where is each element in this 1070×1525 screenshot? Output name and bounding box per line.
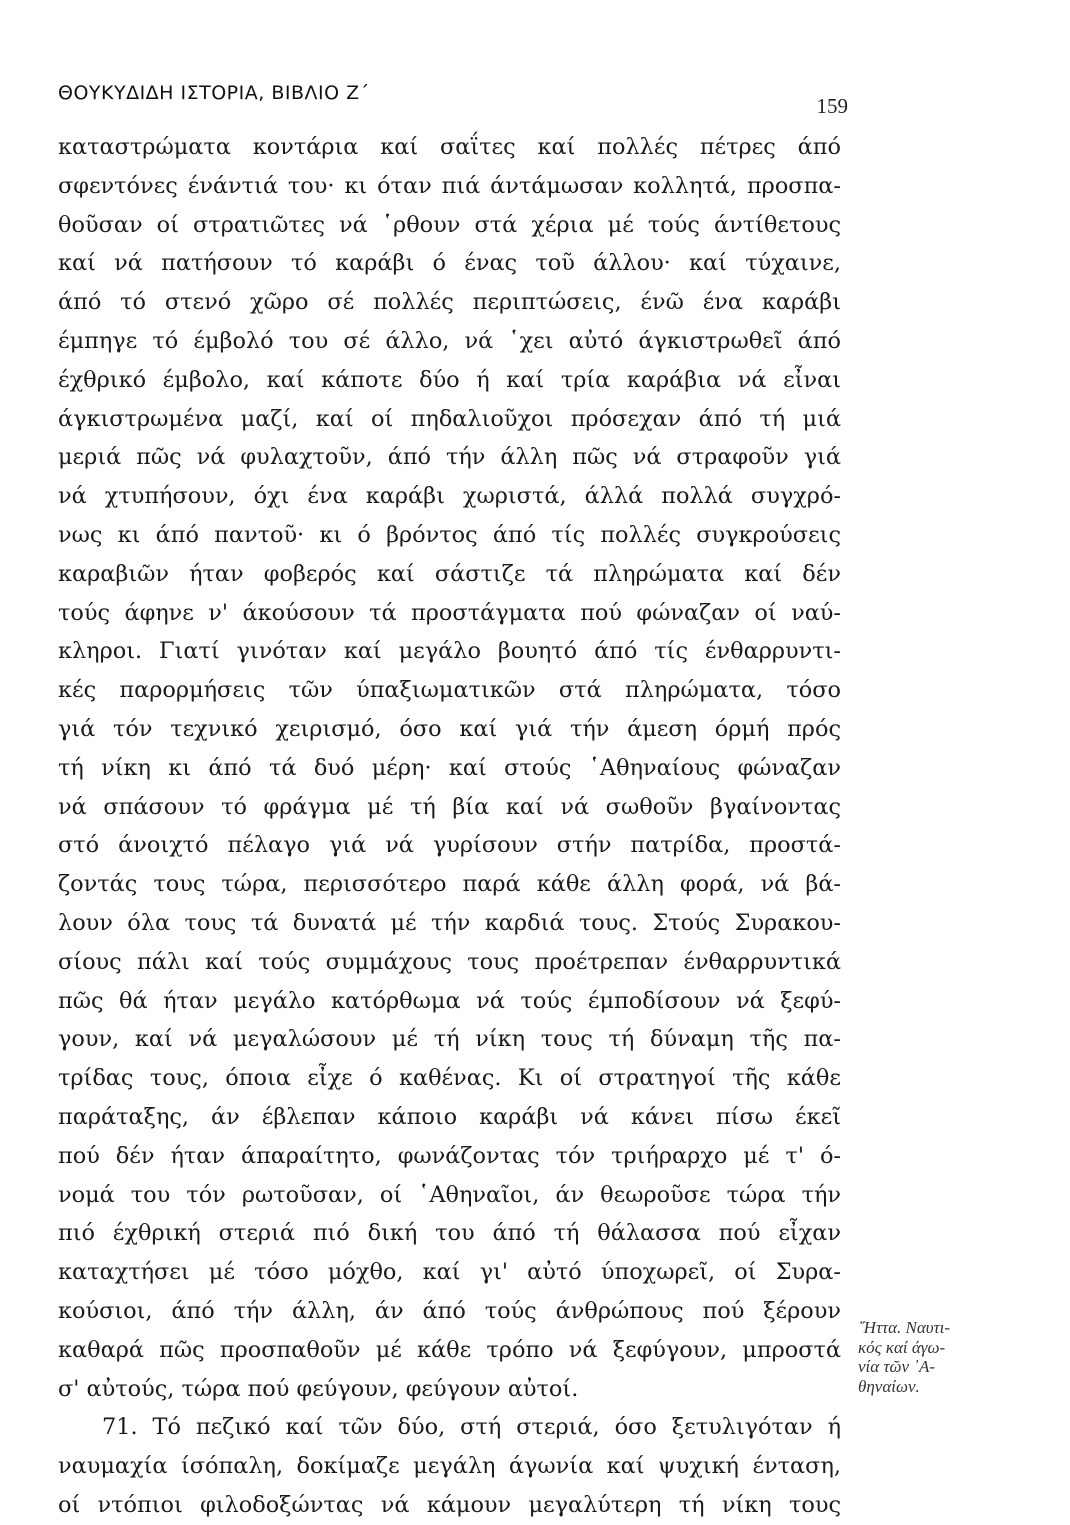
text-line: λουν όλα τους τά δυνατά μέ τήν καρδιά τους. Στούς Συρακου- [58, 909, 841, 936]
text-line: σίους πάλι καί τούς συμμάχους τους προέτρεπαν ένθαρρυντικά [58, 948, 841, 975]
margin-note-line: θηναίων. [858, 1376, 920, 1396]
text-line: στό άνοιχτό πέλαγο γιά νά γυρίσουν στήν πατρίδα, προστά- [58, 832, 841, 859]
text-line: τούς άφηνε ν' άκούσουν τά προστάγματα πού φώναζαν οί ναύ- [58, 599, 841, 626]
text-line: νά σπάσουν τό φράγμα μέ τή βία καί νά σωθοῦν βγαίνοντας [58, 793, 841, 820]
text-line: γουν, καί νά μεγαλώσουν μέ τή νίκη τους τή δύναμη τῆς πα- [58, 1026, 841, 1053]
text-line: έμπηγε τό έμβολό του σέ άλλο, νά ῾χει αὐτό άγκιστρωθεῖ άπό [58, 327, 841, 354]
running-title: ΘΟΥΚΥΔΙΔΗ ΙΣΤΟΡΙΑ, ΒΙΒΛΙΟ Ζ΄ [58, 82, 370, 104]
text-line: τή νίκη κι άπό τά δυό μέρη· καί στούς ῾Αθηναίους φώναζαν [58, 754, 841, 781]
text-line: γιά τόν τεχνικό χειρισμό, όσο καί γιά τήν άμεση όρμή πρός [58, 715, 841, 742]
text-line: τρίδας τους, όποια εἶχε ό καθένας. Κι οί στρατηγοί τῆς κάθε [58, 1065, 841, 1092]
text-line: καί νά πατήσουν τό καράβι ό ένας τοῦ άλλου· καί τύχαινε, [58, 250, 841, 277]
text-line: νά χτυπήσουν, όχι ένα καράβι χωριστά, άλλά πολλά συγχρό- [58, 483, 841, 510]
body-text [58, 128, 841, 1525]
text-line: καραβιῶν ήταν φοβερός καί σάστιζε τά πληρώματα καί δέν [58, 560, 841, 587]
margin-note-line: νία τῶν ᾿Α- [858, 1357, 936, 1376]
text-line: κούσιοι, άπό τήν άλλη, άν άπό τούς άνθρώπους πού ξέρουν [58, 1297, 841, 1324]
text-line: νως κι άπό παντοῦ· κι ό βρόντος άπό τίς πολλές συγκρούσεις [58, 521, 841, 548]
running-header [58, 80, 848, 118]
section-71-first-line: 71. Τό πεζικό καί τῶν δύο, στή στεριά, όσο ξετυλιγόταν ή [102, 1414, 841, 1441]
text-line: καθαρά πῶς προσπαθοῦν μέ κάθε τρόπο νά ξεφύγουν, μπροστά [58, 1336, 841, 1363]
text-line: πῶς θά ήταν μεγάλο κατόρθωμα νά τούς έμποδίσουν νά ξεφύ- [58, 987, 841, 1014]
text-line: έχθρικό έμβολο, καί κάποτε δύο ή καί τρία καράβια νά εἶναι [58, 366, 841, 393]
text-line: σφεντόνες ένάντιά του· κι όταν πιά άντάμωσαν κολλητά, προσπα- [58, 172, 841, 199]
text-line: μεριά πῶς νά φυλαχτοῦν, άπό τήν άλλη πῶς νά στραφοῦν γιά [58, 444, 841, 471]
paragraph-end-line: σ' αὐτούς, τώρα πού φεύγουν, φεύγουν αὐτοί. [58, 1375, 579, 1402]
text-line: άγκιστρωμένα μαζί, καί οί πηδαλιοῦχοι πρόσεχαν άπό τή μιά [58, 405, 841, 432]
text-line: θοῦσαν οί στρατιῶτες νά ῾ρθουν στά χέρια μέ τούς άντίθετους [58, 211, 841, 238]
text-line: νομά του τόν ρωτοῦσαν, οί ῾Αθηναῖοι, άν θεωροῦσε τώρα τήν [58, 1181, 841, 1208]
margin-note-line: ῞Ηττα. Ναυτι- [858, 1318, 951, 1337]
text-line: παράταξης, άν έβλεπαν κάποιο καράβι νά κάνει πίσω έκεῖ [58, 1103, 841, 1130]
margin-note-line: κός καί άγω- [858, 1337, 946, 1357]
text-line: καταχτήσει μέ τόσο μόχθο, καί γι' αὐτό ύποχωρεῖ, οί Συρα- [58, 1259, 841, 1286]
text-line: κληροι. Γιατί γινόταν καί μεγάλο βουητό άπό τίς ένθαρρυντι- [58, 638, 841, 665]
text-line: καταστρώματα κοντάρια καί σαΐτες καί πολλές πέτρες άπό [58, 134, 841, 160]
page-number: 159 [816, 94, 848, 118]
text-line: άπό τό στενό χῶρο σέ πολλές περιπτώσεις, ένῶ ένα καράβι [58, 289, 841, 316]
text-line: πιό έχθρική στεριά πιό δική του άπό τή θάλασσα πού εἶχαν [58, 1220, 841, 1247]
text-line: ζοντάς τους τώρα, περισσότερο παρά κάθε άλλη φορά, νά βά- [58, 871, 841, 898]
text-line: πού δέν ήταν άπαραίτητο, φωνάζοντας τόν τριήραρχο μέ τ' ό- [58, 1142, 841, 1169]
text-line: κές παρορμήσεις τῶν ύπαξιωματικῶν στά πληρώματα, τόσο [58, 677, 841, 704]
text-line: οί ντόπιοι φιλοδοξώντας νά κάμουν μεγαλύτερη τή νίκη τους [58, 1491, 841, 1518]
margin-note [858, 1318, 1008, 1396]
text-line: ναυμαχία ίσόπαλη, δοκίμαζε μεγάλη άγωνία καί ψυχική ένταση, [58, 1453, 841, 1480]
